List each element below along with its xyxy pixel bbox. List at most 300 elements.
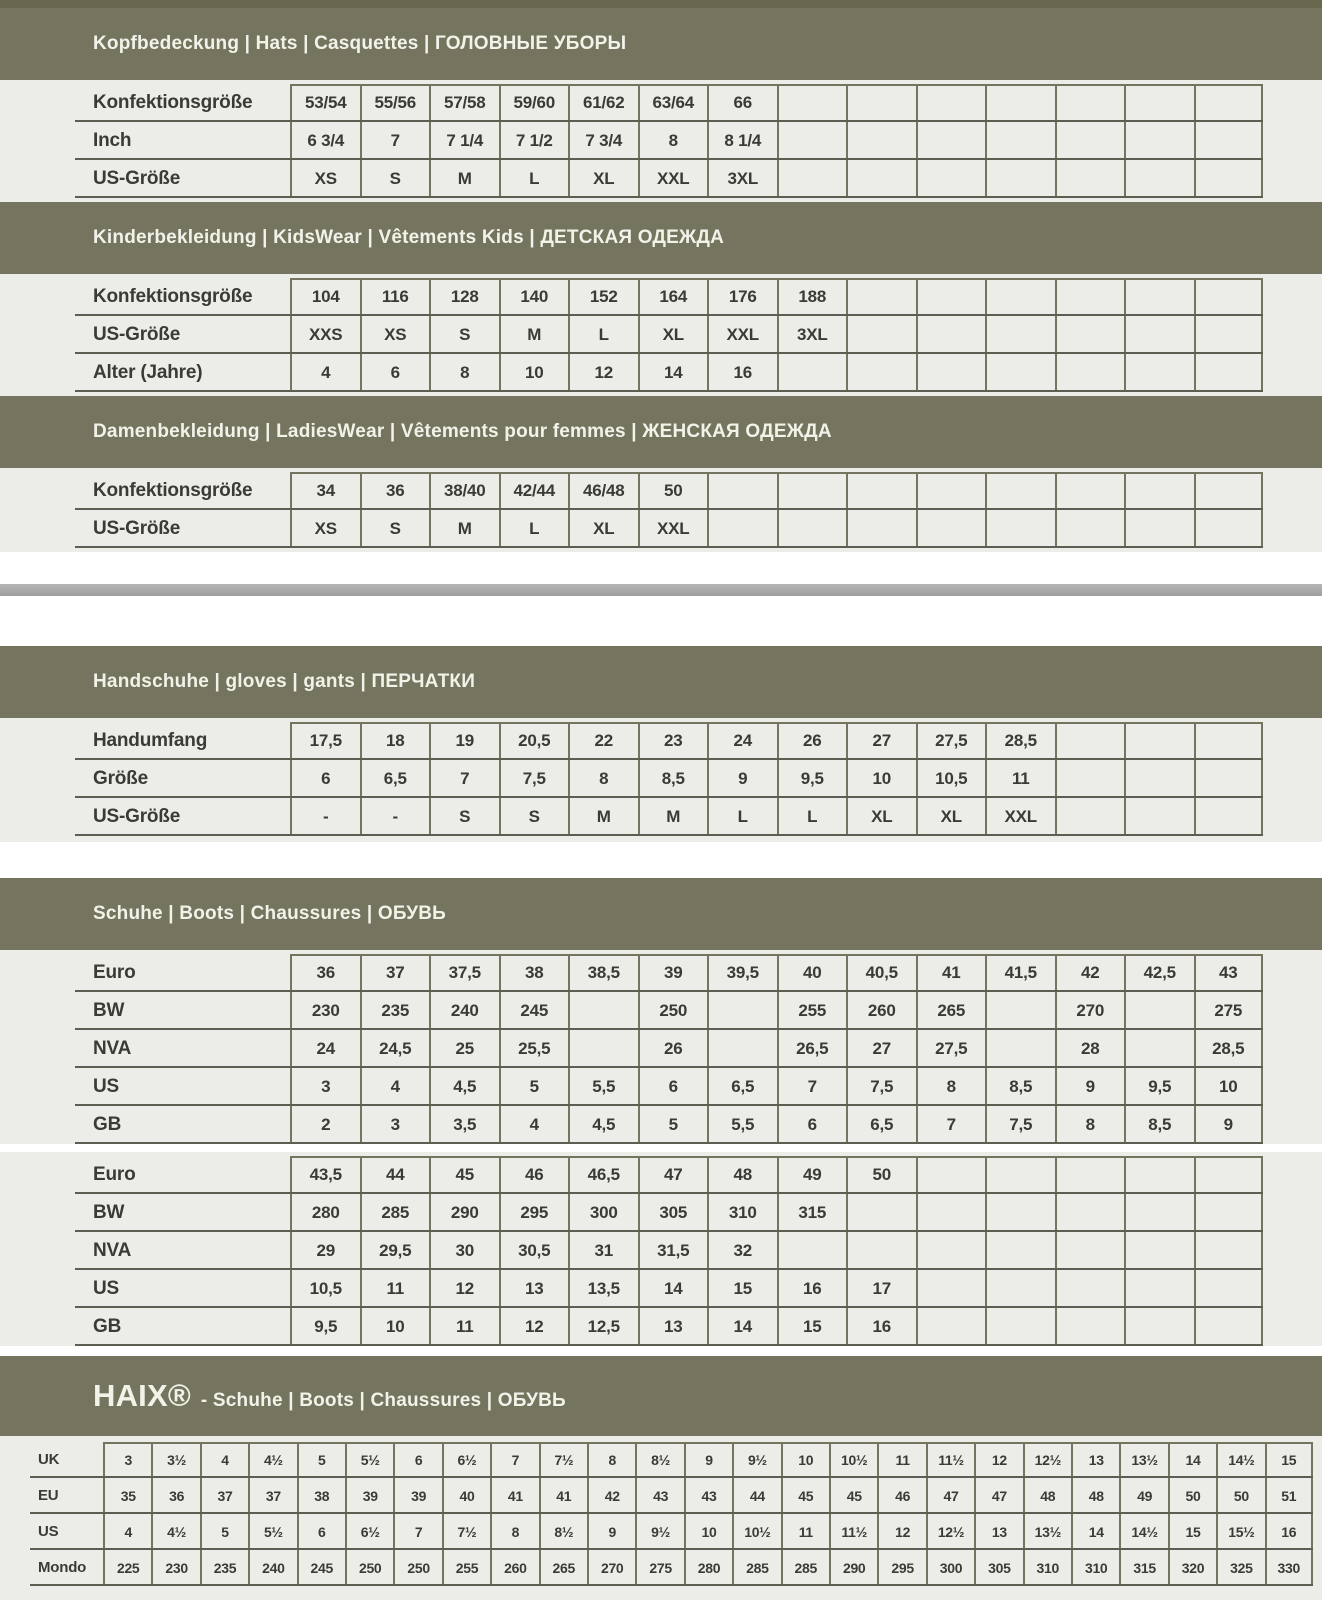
row-label: UK: [38, 1451, 60, 1468]
table-cell: 47: [926, 1478, 974, 1514]
table-cell: 29: [290, 1232, 360, 1270]
table-row: [0, 160, 1322, 198]
table-cell: [1124, 760, 1194, 798]
table-cell: 280: [684, 1550, 732, 1586]
white-gap: [0, 596, 1322, 646]
table-cell: [1194, 510, 1264, 548]
table-cell: 14: [1168, 1442, 1216, 1478]
white-gap: [0, 552, 1322, 584]
table-cell: 48: [1071, 1478, 1119, 1514]
table-cell: 14: [707, 1308, 777, 1346]
row-label: GB: [93, 1114, 122, 1135]
table-row: [0, 1030, 1322, 1068]
table-cell: [1194, 1270, 1264, 1308]
table-cell: [777, 510, 847, 548]
table-cell: 44: [360, 1156, 430, 1194]
table-cell: 13: [499, 1270, 569, 1308]
table-cell: S: [429, 798, 499, 836]
table-cell: 17: [846, 1270, 916, 1308]
table-cell: [985, 160, 1055, 198]
table-cell: [985, 122, 1055, 160]
table-cell: 235: [360, 992, 430, 1030]
table-cell: 37: [360, 954, 430, 992]
table-cell: 13: [974, 1514, 1022, 1550]
table-cell: XL: [568, 510, 638, 548]
table-cell: [1055, 1308, 1125, 1346]
table-cell: 7: [777, 1068, 847, 1106]
table-cell: [1194, 160, 1264, 198]
row-separator: [30, 1512, 1313, 1514]
white-gap: [0, 842, 1322, 878]
table-cell: 250: [345, 1550, 393, 1586]
table-cell: 43: [635, 1478, 683, 1514]
table-cell: 12½: [926, 1514, 974, 1550]
table-cell: XL: [916, 798, 986, 836]
table-cell: 5½: [248, 1514, 296, 1550]
table-cell: 14: [1071, 1514, 1119, 1550]
row-label: US: [38, 1523, 59, 1540]
section-title-gloves: Handschuhe | gloves | gants | ПЕРЧАТКИ: [93, 671, 476, 692]
grid-top-border: [290, 722, 1263, 724]
table-cell: [846, 160, 916, 198]
table-cell: 128: [429, 278, 499, 316]
table-cell: 8: [1055, 1106, 1125, 1144]
table-cell: 38: [297, 1478, 345, 1514]
table-cell: 230: [290, 992, 360, 1030]
table-cell: 2: [290, 1106, 360, 1144]
table-cell: S: [360, 510, 430, 548]
table-cell: 13½: [1119, 1442, 1167, 1478]
table-cell: 19: [429, 722, 499, 760]
table-cell: 16: [846, 1308, 916, 1346]
table-cell: [846, 122, 916, 160]
table-cell: 59/60: [499, 84, 569, 122]
table-cell: 39: [393, 1478, 441, 1514]
table-cell: 270: [587, 1550, 635, 1586]
table-cell: 7: [429, 760, 499, 798]
row-label: Konfektionsgröße: [93, 480, 253, 501]
table-cell: 5: [200, 1514, 248, 1550]
table-cell: [1194, 1232, 1264, 1270]
table-cell: 26: [638, 1030, 708, 1068]
table-cell: [1194, 1308, 1264, 1346]
table-row: [0, 1514, 1322, 1550]
table-cell: 41: [916, 954, 986, 992]
table-cell: 37: [248, 1478, 296, 1514]
table-row: [0, 1442, 1322, 1478]
table-row: [0, 760, 1322, 798]
table-cell: 24,5: [360, 1030, 430, 1068]
table-cell: 260: [490, 1550, 538, 1586]
table-cell: 36: [290, 954, 360, 992]
table-cell: -: [360, 798, 430, 836]
table-cell: 6 3/4: [290, 122, 360, 160]
table-cell: 10,5: [916, 760, 986, 798]
row-separator: [75, 834, 1263, 836]
table-cell: 290: [429, 1194, 499, 1232]
table-cell: 3,5: [429, 1106, 499, 1144]
table-row: [0, 122, 1322, 160]
table-cell: 3½: [151, 1442, 199, 1478]
row-separator: [75, 1142, 1263, 1144]
table-cell: 9,5: [1124, 1068, 1194, 1106]
table-cell: 4,5: [429, 1068, 499, 1106]
table-cell: -: [290, 798, 360, 836]
row-separator: [75, 1028, 1263, 1030]
table-cell: [985, 510, 1055, 548]
table-cell: 3: [290, 1068, 360, 1106]
table-cell: 8: [429, 354, 499, 392]
table-cell: [777, 84, 847, 122]
table-cell: 8: [916, 1068, 986, 1106]
table-cell: 14: [638, 1270, 708, 1308]
table-cell: 34: [290, 472, 360, 510]
table-cell: 24: [290, 1030, 360, 1068]
table-haix: [0, 1436, 1322, 1600]
table-row: [0, 722, 1322, 760]
grid-top-border: [103, 1442, 1313, 1444]
row-separator: [75, 390, 1263, 392]
table-cell: XS: [290, 510, 360, 548]
row-label: US-Größe: [93, 806, 181, 827]
table-cell: 6: [360, 354, 430, 392]
row-label: BW: [93, 1202, 125, 1223]
table-cell: 39: [345, 1478, 393, 1514]
table-cell: 43: [684, 1478, 732, 1514]
table-cell: [1124, 992, 1194, 1030]
table-cell: 310: [1023, 1550, 1071, 1586]
table-cell: 36: [151, 1478, 199, 1514]
table-cell: 8½: [539, 1514, 587, 1550]
table-row: [0, 278, 1322, 316]
table-cell: 45: [829, 1478, 877, 1514]
grid-top-border: [290, 84, 1263, 86]
table-cell: 27: [846, 722, 916, 760]
table-cell: 4,5: [568, 1106, 638, 1144]
table-cell: 50: [1168, 1478, 1216, 1514]
table-row: [0, 316, 1322, 354]
table-row: [0, 1550, 1322, 1586]
table-cell: [1055, 1194, 1125, 1232]
table-cell: M: [429, 510, 499, 548]
table-cell: 38: [499, 954, 569, 992]
table-cell: [1055, 316, 1125, 354]
table-cell: [1124, 1270, 1194, 1308]
table-cell: 11: [360, 1270, 430, 1308]
table-cell: XXL: [638, 510, 708, 548]
row-label: EU: [38, 1487, 59, 1504]
table-cell: XXL: [985, 798, 1055, 836]
table-cell: [1055, 1232, 1125, 1270]
table-cell: 48: [1023, 1478, 1071, 1514]
table-cell: 28,5: [985, 722, 1055, 760]
table-cell: 305: [638, 1194, 708, 1232]
table-cell: 4: [499, 1106, 569, 1144]
section-title-hats: Kopfbedeckung | Hats | Casquettes | ГОЛОВНЫЕ УБОРЫ: [93, 33, 627, 54]
table-cell: 37,5: [429, 954, 499, 992]
table-cell: [916, 1232, 986, 1270]
table-cell: [1124, 160, 1194, 198]
table-cell: 28,5: [1194, 1030, 1264, 1068]
table-cell: 250: [393, 1550, 441, 1586]
table-cell: 27,5: [916, 1030, 986, 1068]
table-cell: 40: [777, 954, 847, 992]
table-cell: 164: [638, 278, 708, 316]
table-cell: XXL: [638, 160, 708, 198]
table-cell: 255: [442, 1550, 490, 1586]
table-cell: 6: [297, 1514, 345, 1550]
table-cell: 9½: [635, 1514, 683, 1550]
grid-top-border: [290, 278, 1263, 280]
table-cell: [916, 316, 986, 354]
table-cell: [1055, 472, 1125, 510]
table-cell: 5,5: [707, 1106, 777, 1144]
row-label: US: [93, 1076, 119, 1097]
table-cell: 6: [638, 1068, 708, 1106]
table-cell: 15: [1168, 1514, 1216, 1550]
table-cell: [916, 1156, 986, 1194]
table-cell: 9: [684, 1442, 732, 1478]
table-cell: 28: [1055, 1030, 1125, 1068]
table-cell: 39: [638, 954, 708, 992]
row-separator: [75, 352, 1263, 354]
table-row: [0, 1270, 1322, 1308]
table-cell: XS: [290, 160, 360, 198]
table-cell: 18: [360, 722, 430, 760]
table-cell: [1124, 510, 1194, 548]
table-cell: 285: [732, 1550, 780, 1586]
section-header-gloves: [0, 646, 1322, 718]
table-cell: 41: [539, 1478, 587, 1514]
table-cell: [1124, 1194, 1194, 1232]
table-cell: [1194, 84, 1264, 122]
table-cell: 44: [732, 1478, 780, 1514]
table-cell: [1124, 1232, 1194, 1270]
table-cell: 9½: [732, 1442, 780, 1478]
table-cell: 15½: [1216, 1514, 1264, 1550]
table-cell: 10,5: [290, 1270, 360, 1308]
table-cell: 116: [360, 278, 430, 316]
table-shoes-block1: [0, 950, 1322, 1144]
table-cell: [707, 992, 777, 1030]
table-cell: 5½: [345, 1442, 393, 1478]
table-cell: 7: [393, 1514, 441, 1550]
table-cell: 5,5: [568, 1068, 638, 1106]
table-cell: [777, 160, 847, 198]
table-cell: 15: [707, 1270, 777, 1308]
table-cell: 4: [360, 1068, 430, 1106]
white-gap: [0, 1144, 1322, 1152]
row-label: NVA: [93, 1038, 132, 1059]
table-cell: 140: [499, 278, 569, 316]
table-cell: 4: [290, 354, 360, 392]
table-cell: [568, 1030, 638, 1068]
table-cell: [1124, 1030, 1194, 1068]
table-cell: [985, 1030, 1055, 1068]
table-cell: [916, 472, 986, 510]
table-cell: 24: [707, 722, 777, 760]
table-cell: 46: [877, 1478, 925, 1514]
table-cell: 12½: [1023, 1442, 1071, 1478]
table-cell: [846, 510, 916, 548]
table-cell: 45: [429, 1156, 499, 1194]
table-cell: 188: [777, 278, 847, 316]
table-cell: 8: [587, 1442, 635, 1478]
row-separator: [75, 508, 1263, 510]
table-cell: 30: [429, 1232, 499, 1270]
table-cell: 26,5: [777, 1030, 847, 1068]
table-cell: 7: [360, 122, 430, 160]
table-cell: 42: [1055, 954, 1125, 992]
table-cell: [916, 354, 986, 392]
table-row: [0, 1194, 1322, 1232]
table-cell: 5: [499, 1068, 569, 1106]
table-cell: XS: [360, 316, 430, 354]
table-cell: [1194, 798, 1264, 836]
section-header-ladies: [0, 396, 1322, 468]
table-cell: [1124, 278, 1194, 316]
row-separator: [75, 1344, 1263, 1346]
table-cell: 4½: [248, 1442, 296, 1478]
table-cell: [1055, 510, 1125, 548]
table-cell: 10: [499, 354, 569, 392]
table-cell: [846, 1194, 916, 1232]
table-row: [0, 954, 1322, 992]
table-cell: 5: [638, 1106, 708, 1144]
row-separator: [75, 796, 1263, 798]
section-title-haix: - Schuhe | Boots | Chaussures | ОБУВЬ: [200, 1390, 566, 1411]
table-cell: S: [429, 316, 499, 354]
row-label: Euro: [93, 1164, 136, 1185]
table-row: [0, 1068, 1322, 1106]
table-cell: [1124, 354, 1194, 392]
table-cell: 320: [1168, 1550, 1216, 1586]
table-row: [0, 1232, 1322, 1270]
table-cell: 3: [103, 1442, 151, 1478]
table-cell: 245: [499, 992, 569, 1030]
table-cell: 3: [360, 1106, 430, 1144]
table-cell: [985, 354, 1055, 392]
table-cell: [916, 1194, 986, 1232]
table-cell: 265: [916, 992, 986, 1030]
table-cell: 46,5: [568, 1156, 638, 1194]
row-label: BW: [93, 1000, 125, 1021]
row-label: US: [93, 1278, 119, 1299]
table-shoes-block2: [0, 1152, 1322, 1346]
table-cell: 41,5: [985, 954, 1055, 992]
table-cell: 3XL: [707, 160, 777, 198]
table-cell: 7,5: [985, 1106, 1055, 1144]
table-cell: [985, 472, 1055, 510]
top-border-strip: [0, 0, 1322, 8]
table-cell: 7,5: [499, 760, 569, 798]
table-cell: L: [568, 316, 638, 354]
table-cell: [846, 278, 916, 316]
table-cell: S: [499, 798, 569, 836]
table-cell: 6: [777, 1106, 847, 1144]
table-cell: [1055, 1156, 1125, 1194]
row-label: GB: [93, 1316, 122, 1337]
haix-brand-logo: HAIX®: [93, 1378, 191, 1413]
table-cell: [1055, 160, 1125, 198]
section-title-ladies: Damenbekleidung | LadiesWear | Vêtements pour femmes | ЖЕНСКАЯ ОДЕЖДА: [93, 421, 832, 442]
row-separator: [75, 1306, 1263, 1308]
table-cell: [985, 1308, 1055, 1346]
table-cell: 61/62: [568, 84, 638, 122]
table-cell: 315: [1119, 1550, 1167, 1586]
table-cell: [985, 1232, 1055, 1270]
table-cell: M: [638, 798, 708, 836]
table-cell: 275: [1194, 992, 1264, 1030]
table-cell: [985, 992, 1055, 1030]
table-cell: 45: [781, 1478, 829, 1514]
table-cell: 25,5: [499, 1030, 569, 1068]
table-cell: 27: [846, 1030, 916, 1068]
table-cell: 39,5: [707, 954, 777, 992]
table-cell: [916, 1270, 986, 1308]
table-cell: 40,5: [846, 954, 916, 992]
table-cell: 4: [103, 1514, 151, 1550]
section-title-shoes: Schuhe | Boots | Chaussures | ОБУВЬ: [93, 903, 446, 924]
table-row: [0, 1106, 1322, 1144]
table-cell: 42: [587, 1478, 635, 1514]
table-cell: [1055, 1270, 1125, 1308]
table-cell: 14½: [1216, 1442, 1264, 1478]
table-cell: 290: [829, 1550, 877, 1586]
table-cell: 7½: [442, 1514, 490, 1550]
table-cell: 53/54: [290, 84, 360, 122]
table-cell: 29,5: [360, 1232, 430, 1270]
table-cell: 49: [777, 1156, 847, 1194]
table-cell: 10½: [732, 1514, 780, 1550]
table-cell: [1194, 354, 1264, 392]
table-cell: [1055, 798, 1125, 836]
table-cell: 6,5: [707, 1068, 777, 1106]
table-cell: 285: [360, 1194, 430, 1232]
table-cell: [1124, 722, 1194, 760]
separator-bar: [0, 584, 1322, 596]
table-cell: 47: [974, 1478, 1022, 1514]
table-cell: 55/56: [360, 84, 430, 122]
table-row: [0, 1156, 1322, 1194]
row-separator: [75, 1268, 1263, 1270]
table-cell: 15: [1265, 1442, 1313, 1478]
table-cell: 37: [200, 1478, 248, 1514]
table-row: [0, 1478, 1322, 1514]
table-cell: [1124, 122, 1194, 160]
table-cell: 8,5: [1124, 1106, 1194, 1144]
table-cell: 49: [1119, 1478, 1167, 1514]
table-cell: L: [777, 798, 847, 836]
table-cell: 6: [290, 760, 360, 798]
table-cell: 9: [1194, 1106, 1264, 1144]
table-cell: 9: [1055, 1068, 1125, 1106]
table-cell: 310: [1071, 1550, 1119, 1586]
table-cell: [846, 84, 916, 122]
table-cell: 235: [200, 1550, 248, 1586]
row-label: US-Größe: [93, 168, 181, 189]
table-cell: 11: [877, 1442, 925, 1478]
table-cell: 7 1/4: [429, 122, 499, 160]
table-cell: [707, 510, 777, 548]
row-separator: [30, 1476, 1313, 1478]
table-cell: 104: [290, 278, 360, 316]
table-kids: [0, 274, 1322, 396]
table-cell: 8: [568, 760, 638, 798]
table-cell: [916, 510, 986, 548]
table-cell: 280: [290, 1194, 360, 1232]
table-cell: XXS: [290, 316, 360, 354]
